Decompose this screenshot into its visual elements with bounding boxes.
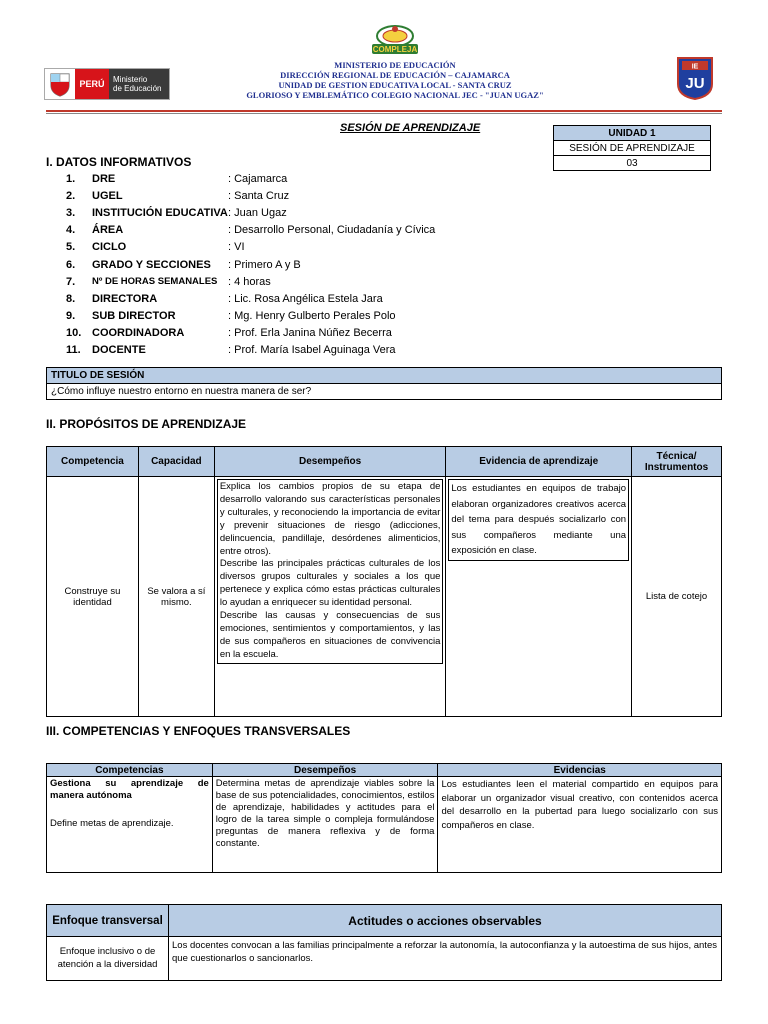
desempenos-3-cell: Determina metas de aprendizaje viables sobre la base de sus potencialidades, conocimientos, estilos de aprendizaje, habilidades y actitudes para el logro de la tarea simple o compleja formulándose preguntas de manera reflexiva y de forma constante. <box>212 777 438 873</box>
compleja-text: COMPLEJA <box>372 45 418 54</box>
list-item: 8. DIRECTORA : Lic. Rosa Angélica Estela Jara <box>66 292 383 305</box>
list-item: 7. Nº DE HORAS SEMANALES : 4 horas <box>66 275 271 288</box>
evidencia-text: Los estudiantes en equipos de trabajo elaboran organizadores creativos acerca del tema para después socializarlo con sus compañeros mediante una exposición en clase. <box>448 479 629 561</box>
list-item: 2. UGEL : Santa Cruz <box>66 189 290 202</box>
peru-coat-of-arms-icon <box>45 69 75 99</box>
evidencias-cell: Los estudiantes leen el material compartido en equipos para elaborar un organizador visual creativo, con contenidos acerca del desarrollo en la pubertad para luego socializarlo con sus compañeros en clase. <box>438 777 722 873</box>
datos-informativos-list <box>66 170 628 359</box>
list-item: 6. GRADO Y SECCIONES : Primero A y B <box>66 258 301 271</box>
session-label: SESIÓN DE APRENDIZAJE <box>554 141 711 156</box>
list-item: 10. COORDINADORA : Prof. Erla Janina Núñez Becerra <box>66 327 392 340</box>
desempenos-cell <box>214 477 446 717</box>
compleja-logo <box>366 22 424 58</box>
titulo-sesion-table <box>46 367 722 400</box>
col-evidencias: Evidencias <box>438 764 722 777</box>
list-item: 4. ÁREA : Desarrollo Personal, Ciudadanía y Cívica <box>66 224 436 237</box>
desempeno-1: Explica los cambios propios de su etapa de desarrollo valorando sus características personales y culturales, y reconociendo la importancia de evitar y prevenir situaciones de riesgo (adicciones, delincuencia, pandillaje, desórdenes alimenticios, entre otros). <box>219 481 441 557</box>
section-propositos-title: II. PROPÓSITOS DE APRENDIZAJE <box>46 417 247 431</box>
col-desempenos: Desempeños <box>214 447 446 477</box>
titulo-sesion-value: ¿Cómo influye nuestro entorno en nuestra manera de ser? <box>47 384 722 400</box>
list-item: 9. SUB DIRECTOR : Mg. Henry Gulberto Perales Polo <box>66 310 396 323</box>
list-item: 5. CICLO : VI <box>66 241 245 254</box>
col-actitudes: Actitudes o acciones observables <box>169 905 722 937</box>
unit-label: UNIDAD 1 <box>554 126 711 141</box>
col-competencia: Competencia <box>47 447 139 477</box>
competencias-cell: Gestiona su aprendizaje de manera autónoma Define metas de aprendizaje. <box>47 777 213 873</box>
list-item: 1. DRE : Cajamarca <box>66 172 288 185</box>
capacidad-cell: Se valora a sí mismo. <box>138 477 214 717</box>
peru-label: PERÚ <box>75 69 109 99</box>
desempeno-3: Describe las causas y consecuencias de sus emociones, sentimientos y comportamientos, y las de sus compañeros en situaciones de convivencia en la escuela. <box>219 610 441 660</box>
list-item: 11. DOCENTE : Prof. María Isabel Aguinaga Vera <box>66 344 396 357</box>
evidencia-cell <box>446 477 632 717</box>
titulo-sesion-label: TITULO DE SESIÓN <box>47 368 722 384</box>
header-divider <box>46 110 722 112</box>
desempeno-2: Describe las principales prácticas culturales de los diversos grupos culturales y sociales a los que pertenece y explica cómo estas prácticas culturales lo ayudan a enriquecer su identidad personal. <box>219 558 441 609</box>
svg-text:JU: JU <box>685 75 705 92</box>
ie-ju-shield-logo <box>676 56 714 100</box>
list-item: 3. INSTITUCIÓN EDUCATIVA : Juan Ugaz <box>66 206 287 219</box>
col-evidencia: Evidencia de aprendizaje <box>446 447 632 477</box>
enfoque-cell: Enfoque inclusivo o de atención a la diversidad <box>47 937 169 981</box>
tecnica-cell: Lista de cotejo <box>632 477 722 717</box>
col-enfoque: Enfoque transversal <box>47 905 169 937</box>
col-competencias: Competencias <box>47 764 213 777</box>
ministerio-label: Ministerio de Educación <box>109 69 169 99</box>
propositos-table <box>46 446 722 717</box>
competencia-cell: Construye su identidad <box>47 477 139 717</box>
section-datos-title: I. DATOS INFORMATIVOS <box>46 155 192 169</box>
enfoque-table <box>46 904 722 981</box>
svg-text:IE: IE <box>691 63 699 71</box>
header-divider-thin <box>46 113 722 114</box>
header-institution-text: MINISTERIO DE EDUCACIÓN DIRECCIÓN REGIONAL DE EDUCACIÓN – CAJAMARCA UNIDAD DE GESTION EDUCATIVA LOCAL - SANTA CRUZ GLORIOSO Y EMBLEMÁTICO COLEGIO NACIONAL JEC - "JUAN UGAZ" <box>246 60 544 100</box>
unit-box <box>553 125 711 171</box>
section-competencias-title: III. COMPETENCIAS Y ENFOQUES TRANSVERSALES <box>46 724 351 738</box>
ministerio-logo <box>44 68 170 100</box>
competencias-table <box>46 763 722 873</box>
col-tecnica: Técnica/ Instrumentos <box>632 447 722 477</box>
session-title: SESIÓN DE APRENDIZAJE <box>340 122 481 134</box>
col-desempenos-3: Desempeños <box>212 764 438 777</box>
actitudes-cell: Los docentes convocan a las familias principalmente a reforzar la autonomía, la autoconfianza y la autoestima de sus hijos, antes que cuestionarlos o sancionarlos. <box>169 937 722 981</box>
session-number: 03 <box>554 156 711 171</box>
col-capacidad: Capacidad <box>138 447 214 477</box>
